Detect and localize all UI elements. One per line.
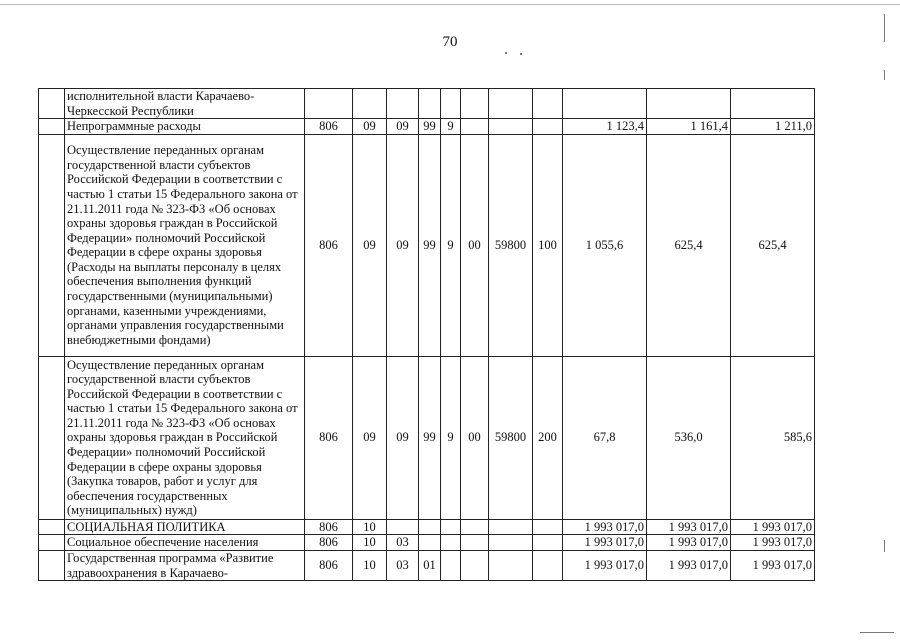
row-value-cell: 1 123,4	[563, 119, 647, 135]
row-name-cell: Непрограммные расходы	[65, 119, 305, 135]
row-value-cell	[533, 89, 563, 119]
row-value-cell	[533, 519, 563, 535]
row-value-cell: 10	[353, 519, 387, 535]
row-value-cell: 1 993 017,0	[563, 550, 647, 580]
table-row	[39, 550, 815, 580]
row-value-cell	[533, 550, 563, 580]
row-value-cell: 67,8	[563, 356, 647, 519]
row-name-cell: исполнительной власти Карачаево-Черкесской Республики	[65, 89, 305, 119]
row-value-cell	[305, 89, 353, 119]
row-value-cell	[461, 119, 489, 135]
row-value-cell: 09	[387, 119, 419, 135]
row-value-cell: 9	[441, 119, 461, 135]
row-value-cell	[489, 89, 533, 119]
row-value-cell: 03	[387, 535, 419, 551]
row-value-cell: 806	[305, 550, 353, 580]
row-value-cell: 59800	[489, 356, 533, 519]
row-value-cell	[731, 89, 815, 119]
row-value-cell: 806	[305, 356, 353, 519]
row-stub-cell	[39, 89, 65, 119]
row-value-cell	[647, 89, 731, 119]
row-value-cell: 1 993 017,0	[647, 550, 731, 580]
row-value-cell: 1 055,6	[563, 134, 647, 356]
scan-speck	[505, 52, 507, 54]
row-name-cell: СОЦИАЛЬНАЯ ПОЛИТИКА	[65, 519, 305, 535]
row-name-cell: Государственная программа «Развитие здравоохранения в Карачаево-	[65, 550, 305, 580]
row-value-cell: 09	[387, 134, 419, 356]
row-value-cell: 09	[353, 134, 387, 356]
row-value-cell: 59800	[489, 134, 533, 356]
row-value-cell: 806	[305, 119, 353, 135]
row-value-cell: 806	[305, 535, 353, 551]
row-name-cell: Социальное обеспечение населения	[65, 535, 305, 551]
scan-bottom-mark	[860, 632, 894, 633]
row-value-cell: 09	[353, 356, 387, 519]
row-value-cell: 1 993 017,0	[731, 519, 815, 535]
table-row	[39, 356, 815, 519]
row-value-cell	[489, 519, 533, 535]
row-value-cell: 99	[419, 356, 441, 519]
scan-top-rule	[0, 4, 900, 5]
row-value-cell	[441, 519, 461, 535]
row-value-cell	[461, 550, 489, 580]
row-value-cell	[489, 535, 533, 551]
budget-table	[38, 88, 815, 581]
row-value-cell	[461, 519, 489, 535]
table-row	[39, 519, 815, 535]
row-value-cell	[441, 535, 461, 551]
row-value-cell	[563, 89, 647, 119]
row-value-cell: 1 993 017,0	[563, 519, 647, 535]
row-value-cell	[461, 535, 489, 551]
row-value-cell: 99	[419, 134, 441, 356]
row-value-cell: 1 161,4	[647, 119, 731, 135]
scan-margin-mark	[884, 70, 885, 80]
row-value-cell: 10	[353, 550, 387, 580]
row-value-cell: 200	[533, 356, 563, 519]
page-number: 70	[442, 34, 458, 50]
row-value-cell	[533, 535, 563, 551]
scan-speck	[520, 53, 522, 55]
row-value-cell: 10	[353, 535, 387, 551]
row-value-cell	[419, 89, 441, 119]
table-row	[39, 134, 815, 356]
table-row	[39, 89, 815, 119]
row-value-cell: 01	[419, 550, 441, 580]
row-value-cell	[441, 550, 461, 580]
row-value-cell: 1 993 017,0	[731, 550, 815, 580]
row-value-cell	[419, 535, 441, 551]
row-value-cell: 1 993 017,0	[647, 535, 731, 551]
row-value-cell: 625,4	[647, 134, 731, 356]
row-value-cell: 00	[461, 134, 489, 356]
row-value-cell: 00	[461, 356, 489, 519]
row-value-cell: 806	[305, 519, 353, 535]
table-row	[39, 119, 815, 135]
row-value-cell: 806	[305, 134, 353, 356]
row-stub-cell	[39, 134, 65, 356]
row-value-cell	[353, 89, 387, 119]
row-value-cell: 536,0	[647, 356, 731, 519]
row-value-cell: 99	[419, 119, 441, 135]
row-stub-cell	[39, 119, 65, 135]
row-value-cell: 03	[387, 550, 419, 580]
row-value-cell	[387, 89, 419, 119]
row-name-cell: Осуществление переданных органам государственной власти субъектов Российской Федерации в соответствии с частью 1 статьи 15 Федерального закона от 21.11.2011 года № 323-ФЗ «Об основах охраны здоровья граждан в Российской Федерации» полномочий Российской Федерации в сфере охраны здоровья (Расходы на выплаты персоналу в целях обеспечения выполнения функций государственными (муниципальными) органами, казенными учреждениями, органами управления государственными внебюджетными фондами)	[65, 134, 305, 356]
row-value-cell	[533, 119, 563, 135]
row-value-cell	[489, 550, 533, 580]
row-stub-cell	[39, 356, 65, 519]
row-value-cell: 625,4	[731, 134, 815, 356]
row-stub-cell	[39, 519, 65, 535]
row-value-cell: 1 993 017,0	[647, 519, 731, 535]
row-value-cell: 100	[533, 134, 563, 356]
row-value-cell	[441, 89, 461, 119]
row-value-cell: 1 993 017,0	[563, 535, 647, 551]
row-value-cell: 1 211,0	[731, 119, 815, 135]
row-value-cell: 1 993 017,0	[731, 535, 815, 551]
row-value-cell	[419, 519, 441, 535]
row-stub-cell	[39, 550, 65, 580]
row-value-cell	[461, 89, 489, 119]
row-value-cell: 585,6	[731, 356, 815, 519]
scan-margin-mark	[884, 540, 885, 552]
row-name-cell: Осуществление переданных органам государственной власти субъектов Российской Федерации в соответствии с частью 1 статьи 15 Федерального закона от 21.11.2011 года № 323-ФЗ «Об основах охраны здоровья граждан в Российской Федерации» полномочий Российской Федерации в сфере охраны здоровья (Закупка товаров, работ и услуг для обеспечения государственных (муниципальных) нужд)	[65, 356, 305, 519]
row-stub-cell	[39, 535, 65, 551]
row-value-cell: 9	[441, 356, 461, 519]
scan-margin-mark	[884, 14, 885, 42]
row-value-cell	[489, 119, 533, 135]
row-value-cell	[387, 519, 419, 535]
row-value-cell: 09	[353, 119, 387, 135]
row-value-cell: 09	[387, 356, 419, 519]
table-row	[39, 535, 815, 551]
row-value-cell: 9	[441, 134, 461, 356]
